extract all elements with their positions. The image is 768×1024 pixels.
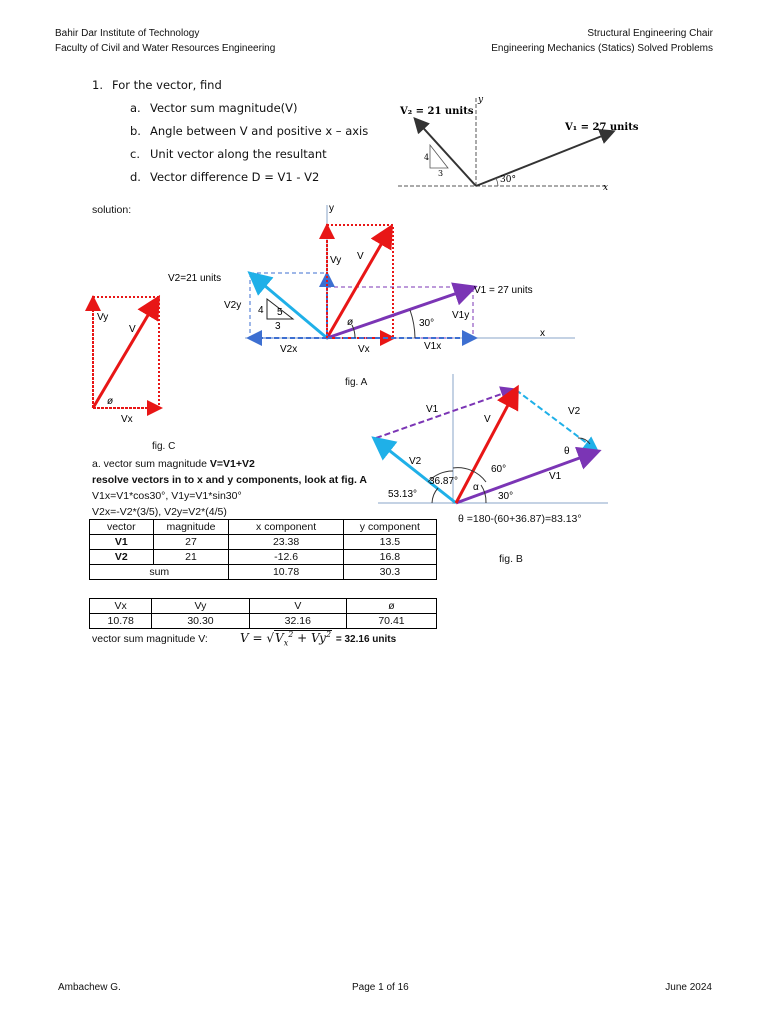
fig-c-vy-label: Vy [97, 312, 109, 323]
footer-page: Page 1 of 16 [352, 982, 409, 993]
fig-a-x-label: x [540, 328, 545, 339]
fig-c [85, 290, 175, 425]
fig-b-alpha-label: α [473, 482, 479, 493]
table-cell: V2 [90, 550, 154, 565]
result-row [90, 614, 437, 629]
problem-item-c: Unit vector along the resultant [150, 147, 327, 161]
table-cell: 16.8 [343, 550, 436, 565]
fig-b-v-label: V [484, 414, 491, 425]
fig-b-v1-arrow [456, 452, 596, 503]
given-angle-label: 30° [500, 175, 516, 185]
fig-c-vx-label: Vx [121, 414, 133, 425]
part-a-line1-prefix: a. vector sum magnitude [92, 458, 210, 470]
part-a-line1 [92, 458, 255, 470]
magnitude-label: vector sum magnitude V: [92, 633, 208, 645]
table-sum-label: sum [90, 565, 229, 580]
institute-name: Bahir Dar Institute of Technology [55, 28, 200, 39]
components-table [89, 519, 437, 580]
table-cell: V1 [90, 535, 154, 550]
fig-a-vx-label: Vx [358, 344, 370, 355]
fig-a-v2y-label: V2y [224, 300, 242, 311]
footer-author: Ambachew G. [58, 982, 121, 993]
problem-item-b: Angle between V and positive x – axis [150, 124, 369, 138]
given-angle-arc [496, 178, 498, 186]
given-figure [390, 90, 720, 200]
given-tri-3: 3 [438, 169, 444, 178]
solution-label: solution: [92, 204, 132, 216]
fig-a-phi-label: ø [347, 317, 354, 328]
table-header: y component [343, 520, 436, 535]
fig-a-30-arc [410, 310, 415, 338]
fig-a-v1x-label: V1x [424, 341, 442, 352]
result-header: Vx [90, 599, 152, 614]
table-sum-row [90, 565, 437, 580]
given-x-label: x [603, 183, 609, 193]
problem-item-b-letter: b. [130, 124, 141, 138]
formula-lhs: V = [240, 631, 267, 645]
fig-b-v2-right-label: V2 [568, 406, 581, 417]
problem-item-c-letter: c. [130, 147, 140, 161]
result-header-row [90, 599, 437, 614]
fig-a [168, 195, 590, 360]
course-name: Engineering Mechanics (Statics) Solved Problems [491, 43, 713, 54]
fig-a-v2x-label: V2x [280, 344, 298, 355]
header-left [55, 26, 275, 56]
fig-a-v1y-label: V1y [452, 310, 470, 321]
fig-b-v1-top-label: V1 [426, 404, 439, 415]
table-cell: 23.38 [229, 535, 343, 550]
fig-a-tri-5: 5 [277, 307, 283, 318]
fig-b [368, 372, 618, 517]
result-cell: 32.16 [249, 614, 346, 629]
header-right [491, 26, 713, 56]
part-a-line4: V2x=-V2*(3/5), V2y=V2*(4/5) [92, 506, 227, 518]
fig-b-theta-label: θ [564, 446, 570, 457]
given-slope-triangle [430, 145, 448, 168]
fig-b-theta-equation: θ =180-(60+36.87)=83.13° [458, 513, 582, 525]
fig-b-v2-dashed [516, 390, 596, 450]
result-table [89, 598, 437, 629]
fig-b-caption: fig. B [499, 553, 523, 565]
fig-b-3687-label: 36.87° [429, 476, 459, 487]
given-y-label: y [478, 95, 484, 105]
table-cell: -12.6 [229, 550, 343, 565]
fig-a-30-label: 30° [419, 318, 435, 329]
part-a-line2: resolve vectors in to x and y components, look at fig. A [92, 474, 368, 486]
result-cell: 30.30 [152, 614, 249, 629]
table-header: vector [90, 520, 154, 535]
fig-a-v1-arrow [327, 288, 472, 338]
fig-a-v2-units: V2=21 units [168, 273, 222, 284]
fig-b-5313-label: 53.13° [388, 489, 418, 500]
part-a-line1-equation: V=V1+V2 [209, 458, 255, 470]
table-header: x component [229, 520, 343, 535]
fig-b-v1-dashed [376, 390, 513, 438]
fig-b-v2-left-label: V2 [409, 456, 422, 467]
given-v2-label: V₂ = 21 units [400, 106, 474, 117]
table-cell: 13.5 [343, 535, 436, 550]
fig-a-y-label: y [329, 203, 334, 214]
problem-item-d-letter: d. [130, 170, 141, 184]
fig-b-v1-right-label: V1 [549, 471, 562, 482]
result-header: ø [346, 599, 436, 614]
fig-c-v-label: V [129, 324, 136, 335]
chair-name: Structural Engineering Chair [587, 28, 713, 39]
table-sum-y: 30.3 [343, 565, 436, 580]
problem-item-d: Vector difference D = V1 - V2 [150, 170, 320, 184]
fig-b-30-label: 30° [498, 491, 514, 502]
fig-c-caption: fig. C [152, 441, 176, 452]
fig-b-5313-arc [432, 488, 438, 503]
fig-a-vy-label: Vy [330, 255, 342, 266]
fig-a-v-arrow [327, 229, 390, 338]
magnitude-formula [240, 630, 396, 647]
given-v1-label: V₁ = 27 units [565, 122, 639, 133]
footer-date: June 2024 [665, 982, 712, 993]
fig-a-tri-4: 4 [258, 305, 264, 316]
formula-radicand: $V_x^2 + Vy^2$ [275, 630, 332, 648]
problem-item-a: Vector sum magnitude(V) [150, 101, 298, 115]
table-row [90, 535, 437, 550]
result-header: V [249, 599, 346, 614]
fig-a-v-label: V [357, 251, 364, 262]
problem-item-a-letter: a. [130, 101, 141, 115]
table-row [90, 550, 437, 565]
table-header: magnitude [153, 520, 229, 535]
given-tri-4: 4 [424, 153, 430, 162]
table-sum-x: 10.78 [229, 565, 343, 580]
fig-b-60-label: 60° [491, 464, 507, 475]
result-cell: 10.78 [90, 614, 152, 629]
fig-c-phi-label: ø [107, 396, 114, 407]
table-cell: 27 [153, 535, 229, 550]
table-header-row [90, 520, 437, 535]
problem-number: 1. [92, 78, 103, 92]
result-cell: 70.41 [346, 614, 436, 629]
table-cell: 21 [153, 550, 229, 565]
fig-a-tri-3: 3 [275, 321, 281, 332]
fig-a-caption: fig. A [345, 377, 368, 388]
faculty-name: Faculty of Civil and Water Resources Engineering [55, 43, 276, 54]
sqrt-icon: √ [266, 631, 275, 645]
problem-intro: For the vector, find [112, 78, 222, 92]
formula-result: = 32.16 units [335, 634, 397, 645]
part-a-line3: V1x=V1*cos30°, V1y=V1*sin30° [92, 490, 242, 502]
given-v1-arrow [476, 132, 612, 186]
result-header: Vy [152, 599, 249, 614]
fig-a-v1-units: V1 = 27 units [474, 285, 533, 296]
